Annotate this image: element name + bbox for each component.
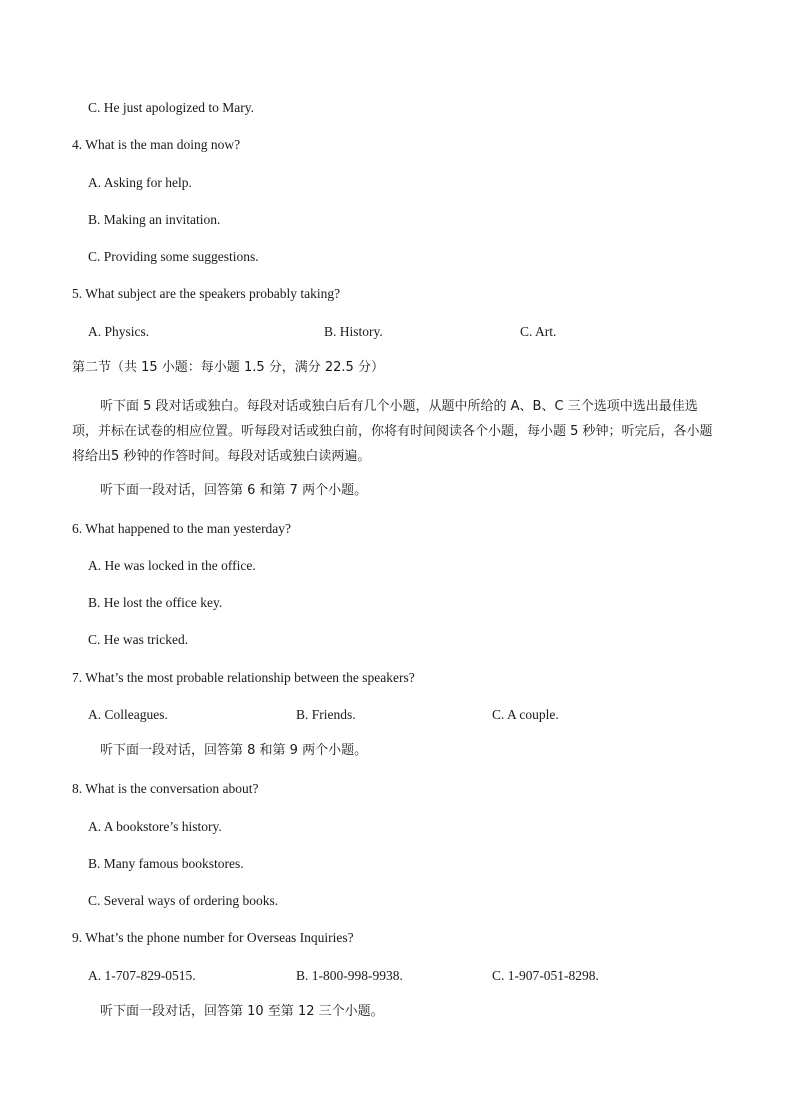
prompt-6-7: 听下面一段对话，回答第 6 和第 7 两个小题。 [100, 483, 368, 498]
prompt-8-9: 听下面一段对话，回答第 8 和第 9 两个小题。 [100, 743, 368, 758]
q7-options [0, 706, 790, 724]
q5-question: 5. What subject are the speakers probably taking? [72, 286, 341, 301]
q6-question: 6. What happened to the man yesterday? [72, 521, 292, 536]
q9-option-c: C. 1-907-051-8298. [492, 968, 599, 983]
q8-question: 8. What is the conversation about? [72, 781, 259, 796]
q7-option-a: A. Colleagues. [88, 707, 168, 722]
q5-option-a: A. Physics. [88, 324, 150, 339]
q5-option-c: C. Art. [520, 324, 557, 339]
q6-option-a: A. He was locked in the office. [88, 558, 256, 573]
q4-question: 4. What is the man doing now? [72, 137, 241, 152]
q6-option-c: C. He was tricked. [88, 632, 189, 647]
q6-option-b: B. He lost the office key. [88, 595, 223, 610]
q9-option-a: A. 1-707-829-0515. [88, 968, 196, 983]
q5-options [0, 323, 790, 341]
q9-question: 9. What’s the phone number for Overseas Inquiries? [72, 930, 354, 945]
q5-option-b: B. History. [324, 324, 383, 339]
q4-option-c: C. Providing some suggestions. [88, 249, 259, 264]
q8-option-c: C. Several ways of ordering books. [88, 893, 279, 908]
section2-instructions: 听下面 5 段对话或独白。每段对话或独白后有几个小题，从题中所给的 A、B、C 三个选项中选出最佳选项，并标在试卷的相应位置。听每段对话或独白前，你将有时间阅读各个小题，每小题 5 秒钟；听完后，各小题将给出5 秒钟的作答时间。每段对话或独白读两遍。 [72, 399, 713, 464]
q8-option-a: A. A bookstore’s history. [88, 819, 222, 834]
q7-option-b: B. Friends. [296, 707, 356, 722]
q3-option-c: C. He just apologized to Mary. [88, 100, 254, 115]
q4-option-a: A. Asking for help. [88, 175, 192, 190]
q9-options [0, 967, 790, 985]
q4-option-b: B. Making an invitation. [88, 212, 221, 227]
q8-option-b: B. Many famous bookstores. [88, 856, 244, 871]
q7-option-c: C. A couple. [492, 707, 559, 722]
q7-question: 7. What’s the most probable relationship between the speakers? [72, 670, 415, 685]
section2-heading: 第二节（共 15 小题：每小题 1.5 分，满分 22.5 分） [72, 360, 384, 375]
q9-option-b: B. 1-800-998-9938. [296, 968, 403, 983]
prompt-10-12: 听下面一段对话，回答第 10 至第 12 三个小题。 [100, 1004, 384, 1019]
